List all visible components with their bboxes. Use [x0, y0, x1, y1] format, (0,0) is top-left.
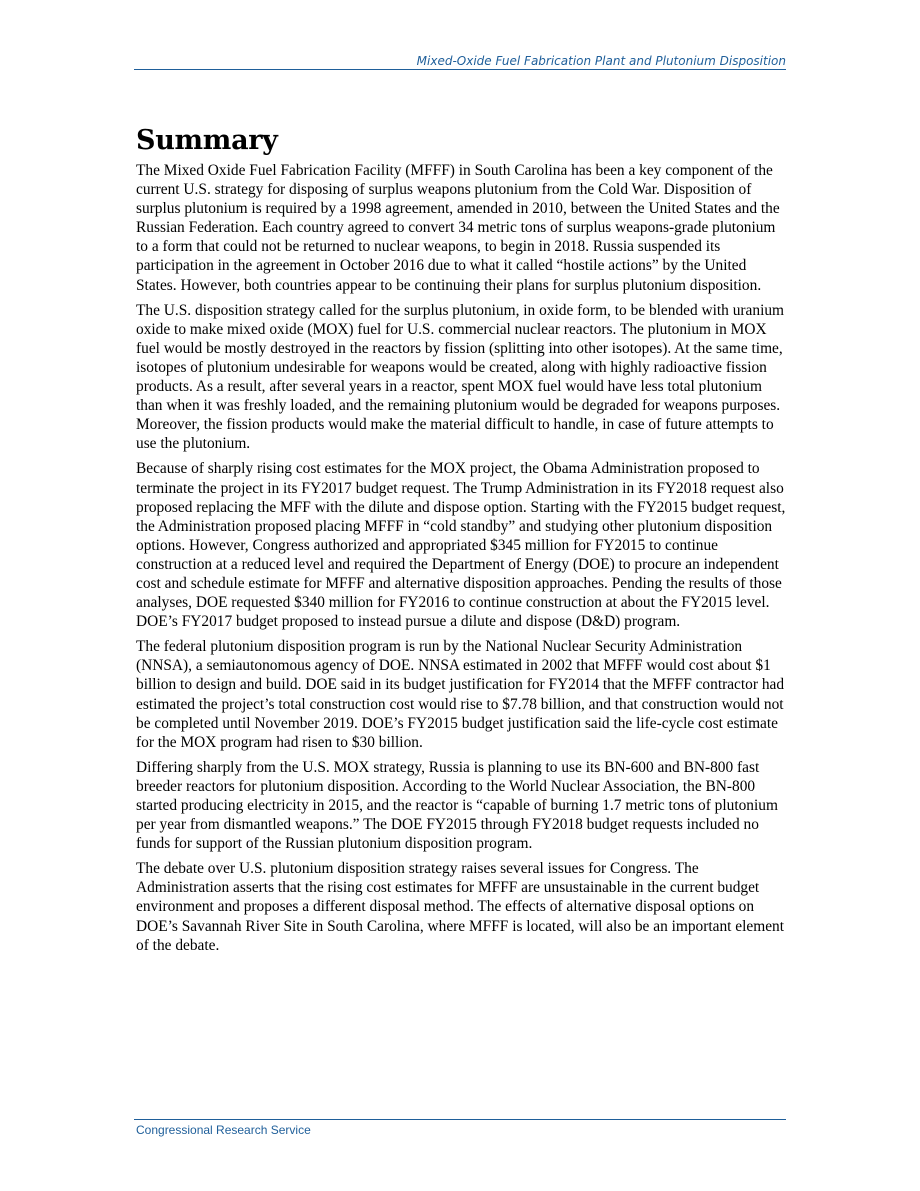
- section-title: Summary: [136, 125, 278, 156]
- paragraph: Differing sharply from the U.S. MOX strategy, Russia is planning to use its BN-600 and BN-800 fast breeder reactors for plutonium disposition. According to the World Nuclear Association, the BN-800 started producing electricity in 2015, and the reactor is “capable of burning 1.7 metric tons of plutonium per year from dismantled weapons.” The DOE FY2015 through FY2018 budget requests included no funds for support of the Russian plutonium disposition program.: [136, 758, 778, 853]
- paragraph: The U.S. disposition strategy called for the surplus plutonium, in oxide form, to be blended with uranium oxide to make mixed oxide (MOX) fuel for U.S. commercial nuclear reactors. The plutonium in MOX fuel would be mostly destroyed in the reactors by fission (splitting into other isotopes). At the same time, isotopes of plutonium undesirable for weapons would be created, along with highly radioactive fission products. As a result, after several years in a reactor, spent MOX fuel would have less total plutonium than when it was freshly loaded, and the remaining plutonium would be degraded for weapons purposes. Moreover, the fission products would make the material difficult to handle, in case of future attempts to use the plutonium.: [136, 301, 785, 453]
- paragraph: The federal plutonium disposition program is run by the National Nuclear Security Administration (NNSA), a semiautonomous agency of DOE. NNSA estimated in 2002 that MFFF would cost about $1 billion to design and build. DOE said in its budget justification for FY2014 that the MFFF contractor had estimated the project’s total construction cost would rise to $7.78 billion, and that construction would not be completed until November 2019. DOE’s FY2015 budget justification said the life-cycle cost estimate for the MOX program had risen to $30 billion.: [136, 638, 785, 751]
- running-header-title: Mixed-Oxide Fuel Fabrication Plant and Plutonium Disposition: [416, 54, 786, 68]
- header-divider: [134, 69, 786, 70]
- paragraph: The Mixed Oxide Fuel Fabrication Facility (MFFF) in South Carolina has been a key component of the current U.S. strategy for disposing of surplus weapons plutonium from the Cold War. Disposition of surplus plutonium is required by a 1998 agreement, amended in 2010, between the United States and the Russian Federation. Each country agreed to convert 34 metric tons of surplus weapons-grade plutonium to a form that could not be returned to nuclear weapons, to begin in 2018. Russia suspended its participation in the agreement in October 2016 due to what it called “hostile actions” by the United States. However, both countries appear to be continuing their plans for surplus plutonium disposition.: [136, 162, 780, 294]
- footer-divider: [134, 1119, 786, 1120]
- paragraph: Because of sharply rising cost estimates for the MOX project, the Obama Administration proposed to terminate the project in its FY2017 budget request. The Trump Administration in its FY2018 request also proposed replacing the MFF with the dilute and dispose option. Starting with the FY2015 budget request, the Administration proposed placing MFFF in “cold standby” and studying other plutonium disposition options. However, Congress authorized and appropriated $345 million for FY2015 to continue construction at a reduced level and required the Department of Energy (DOE) to procure an independent cost and schedule estimate for MFFF and alternative disposition approaches. Pending the results of those analyses, DOE requested $340 million for FY2016 to continue construction at about the FY2015 level. DOE’s FY2017 budget proposed to instead pursue a dilute and dispose (D&D) program.: [136, 460, 786, 631]
- footer-organization: Congressional Research Service: [136, 1123, 311, 1137]
- document-body: [136, 123, 786, 961]
- paragraph: The debate over U.S. plutonium disposition strategy raises several issues for Congress. The Administration asserts that the rising cost estimates for MFFF are unsustainable in the current budget environment and proposes a different disposal method. The effects of alternative disposal options on DOE’s Savannah River Site in South Carolina, where MFFF is located, will also be an important element of the debate.: [136, 860, 785, 954]
